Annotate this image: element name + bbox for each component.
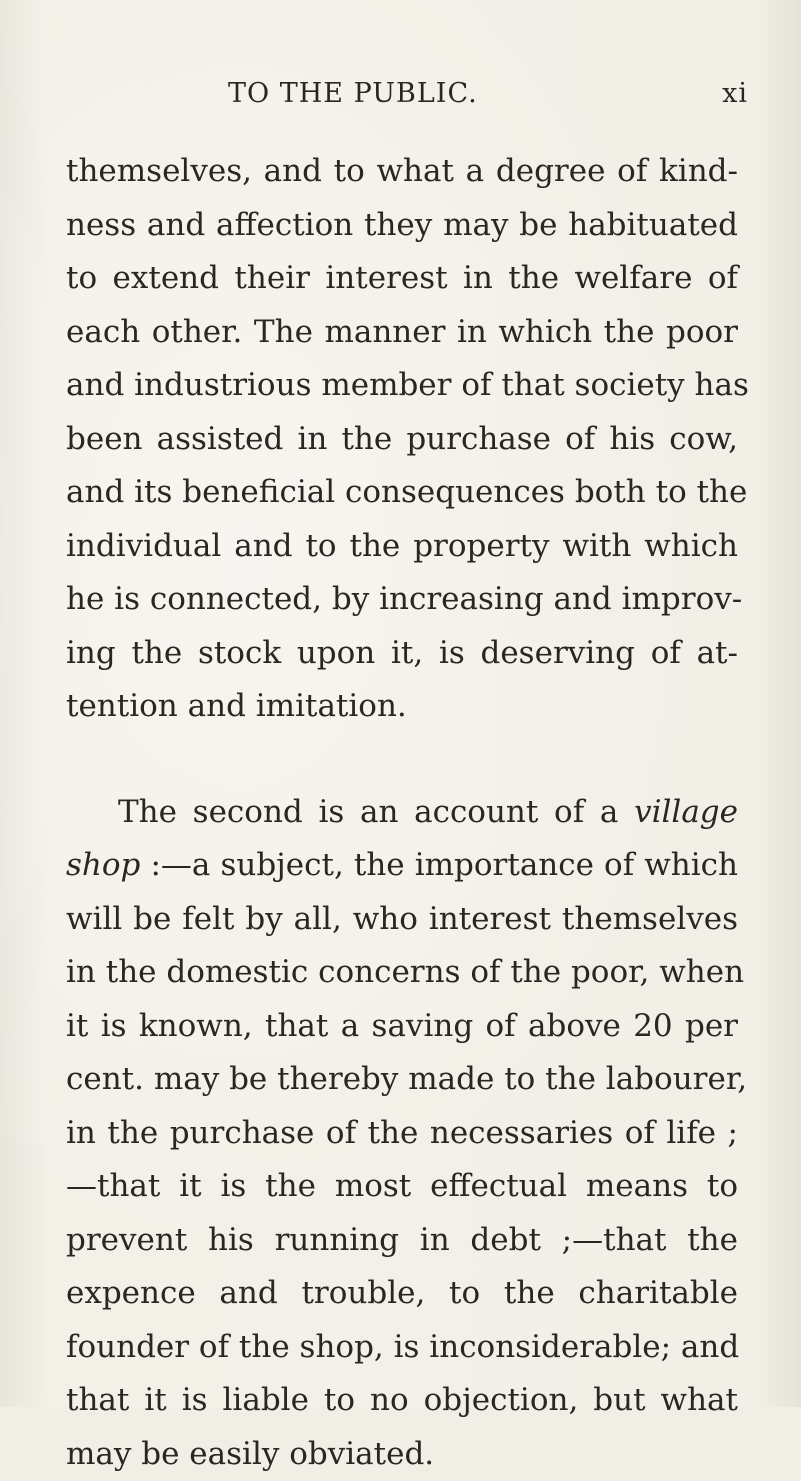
text-run: :—a subject, the importance of which [140,847,738,883]
text-line: themselves, and to what a degree of kind- [66,145,738,199]
text-line: prevent his running in debt ;—that the [66,1214,738,1268]
text-line: been assisted in the purchase of his cow, [66,413,738,467]
text-line: founder of the shop, is inconsiderable; and [66,1321,738,1375]
paragraph-gap [66,734,738,786]
text-line: individual and to the property with which [66,520,738,574]
text-line: may be easily obviated. [66,1428,738,1481]
text-line: will be felt by all, who interest themselves [66,893,738,947]
running-title: TO THE PUBLIC. [228,78,478,109]
text-run: The second is an account of a [118,794,618,830]
text-line: and industrious member of that society has [66,359,738,413]
text-line: each other. The manner in which the poor [66,306,738,360]
text-line: ing the stock upon it, is deserving of at- [66,627,738,681]
paragraph-1 [66,145,738,734]
running-header [228,78,748,118]
italic-term: shop [66,847,140,883]
text-line: it is known, that a saving of above 20 per [66,1000,738,1054]
text-line: and its beneficial consequences both to the [66,466,738,520]
text-line: he is connected, by increasing and improv- [66,573,738,627]
text-line: ness and affection they may be habituated [66,199,738,253]
text-line: cent. may be thereby made to the labourer, [66,1053,738,1107]
text-line: —that it is the most effectual means to [66,1160,738,1214]
text-line: that it is liable to no objection, but what [66,1374,738,1428]
text-line: to extend their interest in the welfare of [66,252,738,306]
text-line: in the domestic concerns of the poor, when [66,946,738,1000]
text-line [66,839,738,893]
paragraph-2 [66,786,738,1481]
text-line [66,786,738,840]
text-line: expence and trouble, to the charitable [66,1267,738,1321]
page-number: xi [722,78,748,109]
text-line: in the purchase of the necessaries of life ; [66,1107,738,1161]
text-line: tention and imitation. [66,680,738,734]
italic-term: village [634,794,738,830]
body-text [66,145,738,1481]
